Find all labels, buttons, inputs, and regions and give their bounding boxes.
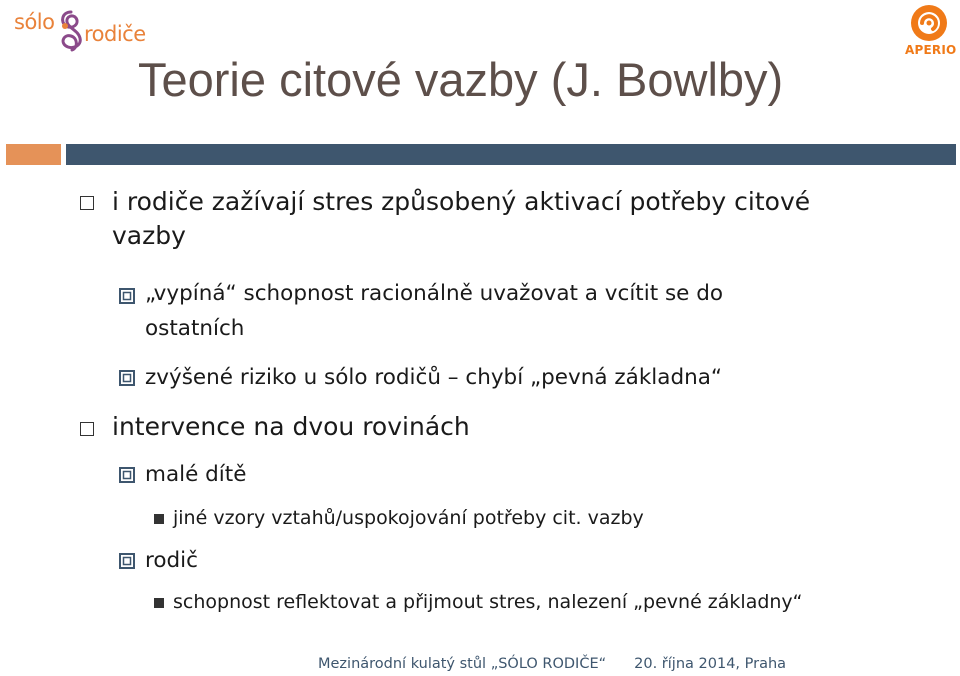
hollow-square-bullet-icon [80,196,94,210]
framed-square-bullet-icon [119,288,135,304]
framed-square-bullet-icon [119,467,135,483]
family-knot-icon [54,8,88,52]
footer-event: Mezinárodní kulatý stůl „SÓLO RODIČE“ [318,656,607,672]
solo-rodice-logo [14,6,154,56]
logo-text-rodice: rodiče [84,22,146,46]
slide-title: Teorie citové vazby (J. Bowlby) [138,53,784,106]
bullet-item: zvýšené riziko u sólo rodičů – chybí „pevná základna“ [145,365,723,390]
accent-bar-blue [66,144,956,165]
footer-date: 20. října 2014, Praha [634,656,787,672]
bullet-item: schopnost reflektovat a přijmout stres, nalezení „pevné základny“ [173,591,803,613]
framed-square-bullet-icon [119,370,135,386]
bullet-item: intervence na dvou rovinách [112,412,470,441]
bullet-item: „vypíná“ schopnost racionálně uvažovat a vcítit se do ostatních [145,281,724,341]
bullet-item: rodič [145,548,198,573]
bullet-item: malé dítě [145,462,247,487]
hollow-square-bullet-icon [80,422,94,436]
filled-square-bullet-icon [154,514,164,524]
slide-footer [318,656,786,672]
filled-square-bullet-icon [154,598,164,608]
logo-text-aperio: APERIO [905,43,957,57]
aperio-logo [903,3,955,59]
bullet-item: i rodiče zažívají stres způsobený aktivací potřeby citové vazby [112,187,811,250]
framed-square-bullet-icon [119,553,135,569]
logo-text-solo: sólo [14,10,55,34]
bullet-item: jiné vzory vztahů/uspokojování potřeby cit. vazby [173,507,644,529]
accent-bar-orange [6,144,61,165]
aperio-swirl-icon [903,3,955,45]
